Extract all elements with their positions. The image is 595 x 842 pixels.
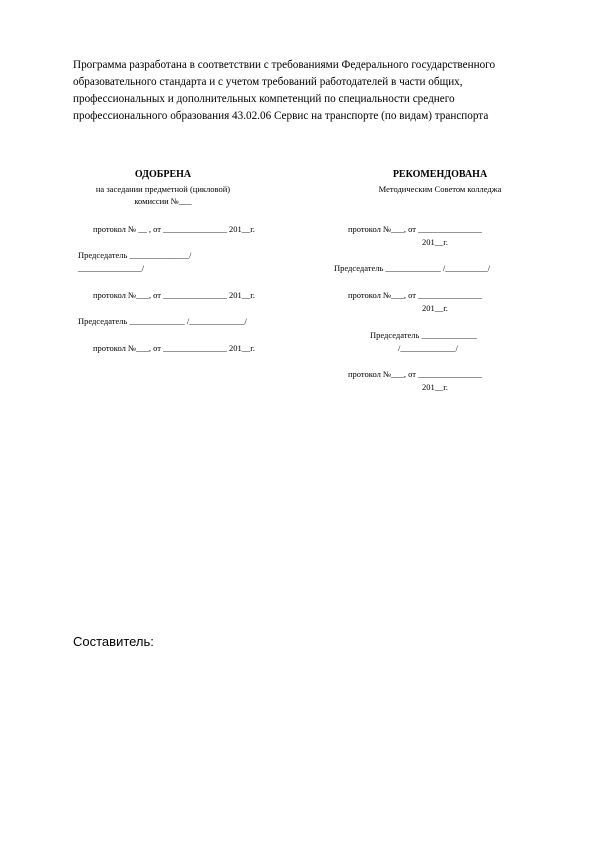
left-approval-subtitle-line1: на заседании предметной (цикловой) [95,184,231,194]
left-chairman-line-1a: Председатель ______________/ [78,250,192,260]
right-recommend-subtitle: Методическим Советом колледжа [378,184,502,194]
left-protocol-line-1: протокол № __ , от _______________ 201__г. [93,224,255,234]
right-protocol-line-3a: протокол №___, от _______________ [348,369,482,379]
right-chairman-line-2a: Председатель _____________ [370,330,477,340]
right-recommend-title: РЕКОМЕНДОВАНА [392,169,488,180]
left-protocol-line-2: протокол №___, от _______________ 201__г. [93,290,255,300]
left-approval-title: ОДОБРЕНА [134,169,192,180]
right-protocol-line-1a: протокол №___, от _______________ [348,224,482,234]
left-chairman-line-1b: _______________/ [78,263,145,273]
right-protocol-line-2a: протокол №___, от _______________ [348,290,482,300]
right-protocol-line-1b: 201__г. [422,237,448,247]
right-protocol-line-3b: 201__г. [422,382,448,392]
left-chairman-line-2: Председатель _____________ /_____________/ [78,316,247,326]
compiler-label: Составитель: [73,634,154,649]
right-protocol-line-2b: 201__г. [422,303,448,313]
left-approval-subtitle-line2: комиссии №___ [134,196,192,206]
right-chairman-line-2b: /_____________/ [398,343,458,353]
intro-paragraph: Программа разработана в соответствии с требованиями Федерального государственного образовательного стандарта и с учетом требований работодателей в части общих, профессиональных и дополнительных компетенций по специальности среднего профессионального образования 43.02.06 Сервис на транспорте (по видам) транспорта [73,59,496,122]
left-protocol-line-3: протокол №___, от _______________ 201__г. [93,343,255,353]
right-chairman-line-1: Председатель _____________ /__________/ [334,263,491,273]
